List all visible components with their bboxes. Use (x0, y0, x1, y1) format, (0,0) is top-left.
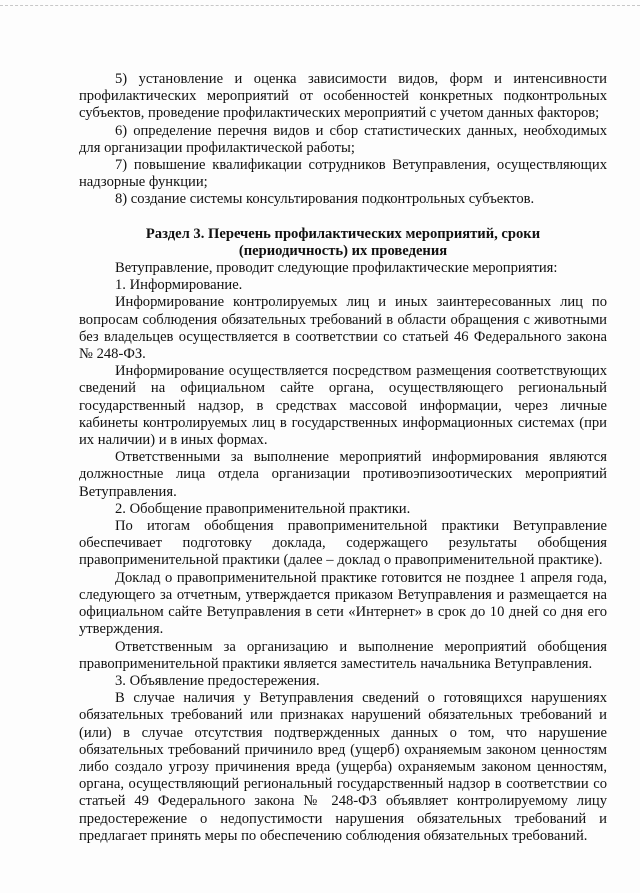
paragraph-item-7: 7) повышение квалификации сотрудников Ветуправления, осуществляющих надзорные функции; (79, 157, 607, 191)
paragraph-practice-3: Ответственным за организацию и выполнение мероприятий обобщения правоприменительной практики является заместитель начальника Ветуправления. (79, 638, 607, 672)
paragraph-practice-1: По итогам обобщения правоприменительной практики Ветуправление обеспечивает подготовку доклада, содержащего результаты обобщения правоприменительной практики (далее – доклад о правоприменительной практике). (79, 518, 607, 569)
paragraph-item-5: 5) установление и оценка зависимости видов, форм и интенсивности профилактических мероприятий от особенностей конкретных подконтрольных субъектов, проведение профилактических мероприятий с учетом данных факторов; (79, 71, 607, 122)
scan-edge-line (0, 5, 640, 6)
paragraph-item-6: 6) определение перечня видов и сбор статистических данных, необходимых для организации профилактической работы; (79, 122, 607, 156)
paragraph-informing-1: Информирование контролируемых лиц и иных заинтересованных лиц по вопросам соблюдения обязательных требований в области обращения с животными без владельцев осуществляется в соответствии со статьей 46 Федерального закона № 248-ФЗ. (79, 294, 607, 363)
paragraph-informing-3: Ответственными за выполнение мероприятий информирования являются должностные лица отдела организации противоэпизоотических мероприятий Ветуправления. (79, 449, 607, 500)
subheading-warning: 3. Объявление предостережения. (115, 672, 320, 689)
subheading-practice: 2. Обобщение правоприменительной практики. (115, 500, 411, 517)
subheading-informing: 1. Информирование. (115, 277, 243, 294)
paragraph-warning-1: В случае наличия у Ветуправления сведений о готовящихся нарушениях обязательных требований или признаках нарушений обязательных требований и (или) в случае отсутствия подтвержденных данных о том, что нарушение обязательных требований причинило вред (ущерб) охраняемым законом ценностям либо создало угрозу причинения вреда (ущерба) охраняемым законом ценностям, органа, осуществляющий региональный государственный надзор в соответствии со статьей 49 Федерального закона № 248-ФЗ объявляет контролируемому лицу предостережение о недопустимости нарушения обязательных требований и предлагает принять меры по обеспечению соблюдения обязательных требований. (79, 690, 607, 844)
section-title: Раздел 3. Перечень профилактических мероприятий, сроки (периодичность) их проведения (145, 225, 541, 259)
paragraph-informing-2: Информирование осуществляется посредством размещения соответствующих сведений на официальном сайте органа, осуществляющего региональный государственный надзор, в средствах массовой информации, через личные кабинеты контролируемых лиц в государственных информационных системах (при их наличии) и в иных формах. (79, 363, 607, 449)
document-body (79, 71, 607, 845)
paragraph-intro: Ветуправление, проводит следующие профилактические мероприятия: (115, 260, 558, 277)
paragraph-item-8: 8) создание системы консультирования подконтрольных субъектов. (115, 191, 535, 208)
paragraph-practice-2: Доклад о правоприменительной практике готовится не позднее 1 апреля года, следующего за отчетным, утверждается приказом Ветуправления и размещается на официальном сайте Ветуправления в сети «Интернет» в срок до 10 дней со дня его утверждения. (79, 569, 607, 638)
